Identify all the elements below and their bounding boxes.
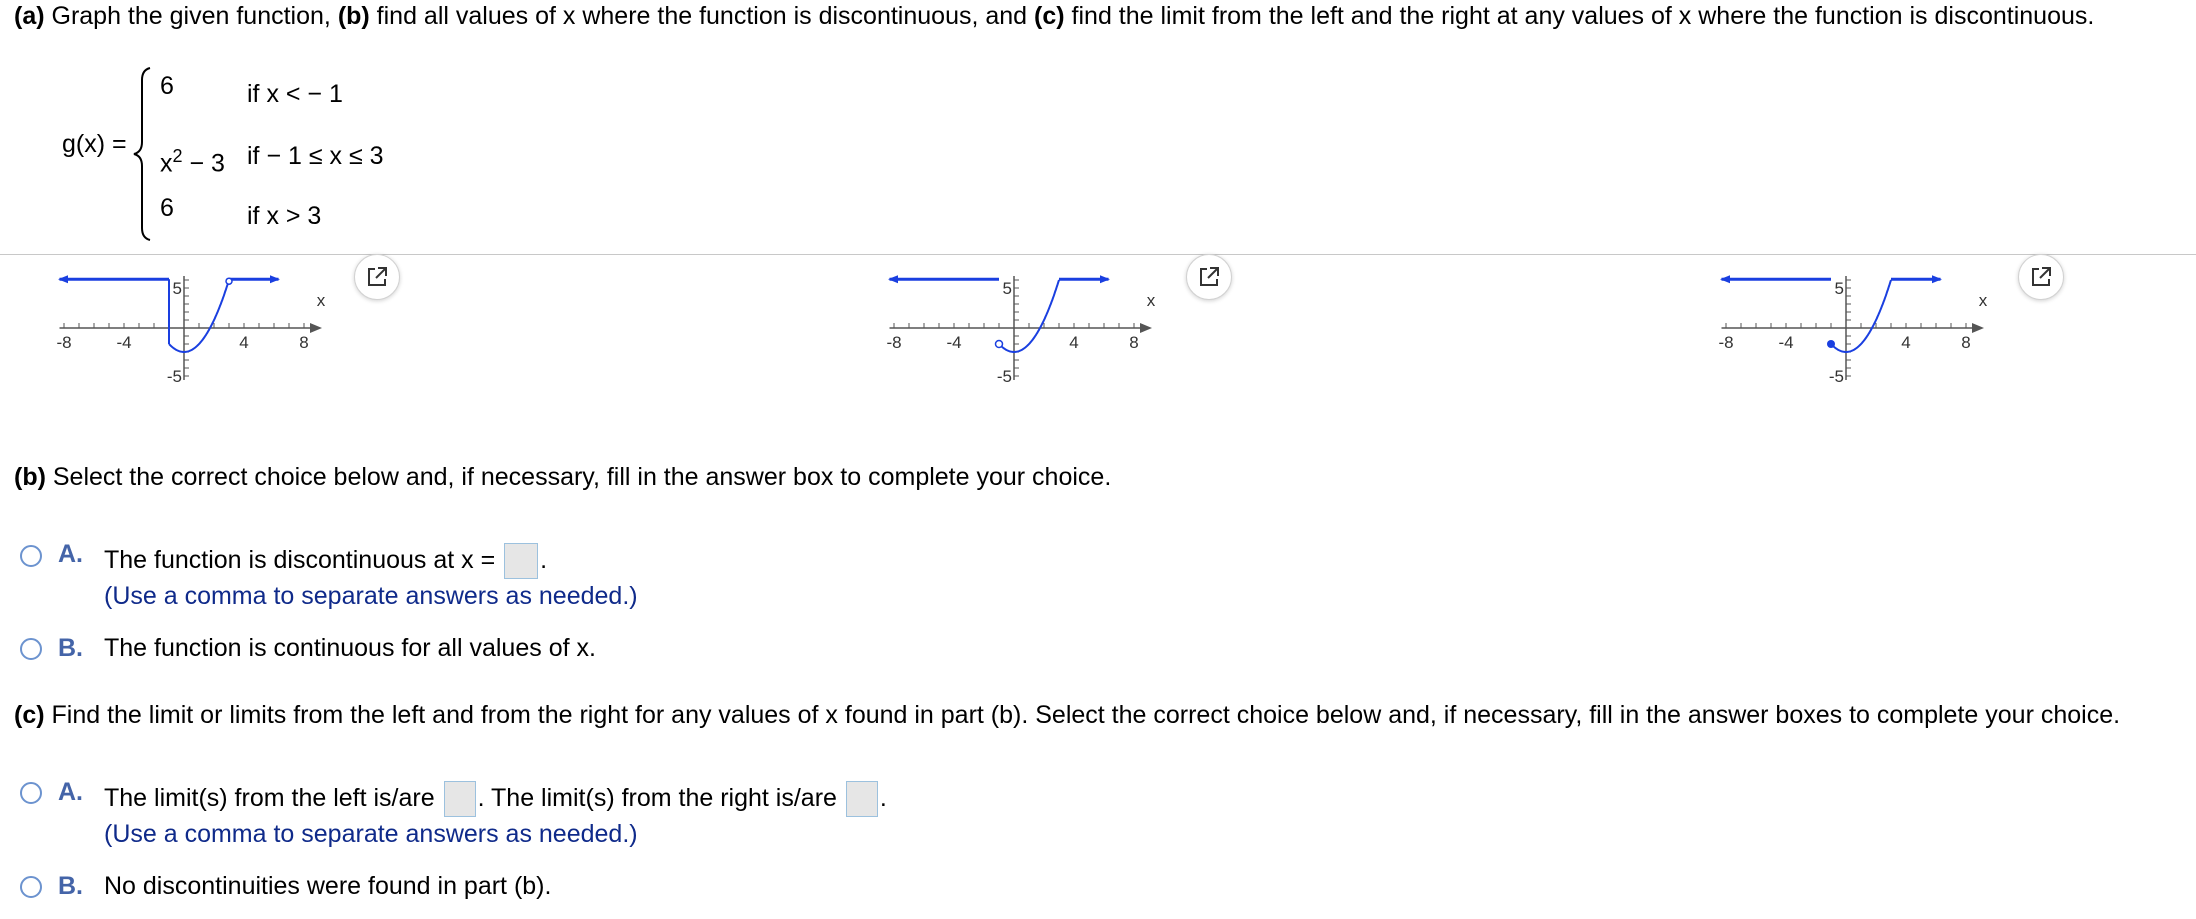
x-axis-label: x	[1146, 291, 1156, 310]
x-tick-label-4: 4	[239, 333, 249, 352]
left-arrow	[888, 275, 898, 283]
part-c-choice-a-letter: A.	[58, 778, 83, 806]
left-brace	[130, 66, 154, 242]
x-tick-label--4: -4	[116, 333, 132, 352]
part-a-label: (a)	[14, 2, 45, 30]
x-tick-label--8: -8	[1718, 333, 1734, 352]
right-arrow	[270, 275, 280, 283]
x-axis-arrow	[1140, 323, 1152, 333]
part-c-choice-b-text: No discontinuities were found in part (b).	[104, 872, 552, 900]
x-tick-label-8: 8	[1961, 333, 1971, 352]
part-c-choice-a-text: The limit(s) from the left is/are . The limit(s) from the right is/are .	[104, 780, 887, 817]
x-tick-label-4: 4	[1901, 333, 1911, 352]
part-c-label: (c)	[1034, 2, 1065, 30]
case-2-value: $x^2 - 3$	[160, 146, 225, 178]
expand-graph-2-button[interactable]	[1186, 254, 1232, 300]
problem-statement	[14, 0, 2094, 32]
part-b-label: (b)	[337, 2, 370, 30]
part-c-choice-b-radio[interactable]	[20, 876, 42, 898]
left-arrow	[1720, 275, 1730, 283]
part-b-choice-b-text: The function is continuous for all values of x.	[104, 634, 596, 662]
part-b-answer-input[interactable]	[504, 543, 538, 579]
y-tick-label-5: 5	[1834, 279, 1844, 298]
part-b-choice-b-radio[interactable]	[20, 638, 42, 660]
part-c-right-limit-input[interactable]	[846, 781, 878, 817]
x-tick-label-8: 8	[299, 333, 309, 352]
case-1-value: 6	[160, 72, 174, 100]
x-tick-label--4: -4	[946, 333, 962, 352]
part-a-text: Graph the given function,	[44, 2, 338, 30]
part-c-left-limit-input[interactable]	[444, 781, 476, 817]
x-axis-label: x	[1978, 291, 1988, 310]
open-endpoint	[996, 341, 1003, 348]
x-tick-label--8: -8	[886, 333, 902, 352]
case-2-condition: if − 1 ≤ x ≤ 3	[247, 142, 384, 170]
y-tick-label-neg5: -5	[996, 367, 1012, 386]
part-c-choice-a-radio[interactable]	[20, 782, 42, 804]
right-arrow	[1932, 275, 1942, 283]
open-endpoint	[226, 278, 232, 284]
part-b-choice-a-hint: (Use a comma to separate answers as needed.)	[104, 582, 638, 610]
part-c-instruction: (c) Find the limit or limits from the left and from the right for any values of x found in part (b). Select the correct choice below and, if necessary, fill in the answer boxes to complete your choice.	[14, 701, 2121, 729]
y-tick-label-5: 5	[1002, 279, 1012, 298]
case-1-condition: if x < − 1	[247, 80, 343, 108]
external-link-icon	[365, 265, 389, 289]
x-axis-arrow	[1972, 323, 1984, 333]
closed-endpoint	[1827, 340, 1835, 348]
part-b-choice-b-letter: B.	[58, 634, 83, 662]
x-axis-label: x	[316, 291, 326, 310]
external-link-icon	[2029, 265, 2053, 289]
x-tick-label-4: 4	[1069, 333, 1079, 352]
y-tick-label-neg5: -5	[1828, 367, 1844, 386]
function-label: g(x) =	[62, 130, 127, 158]
y-tick-label-5: 5	[172, 279, 182, 298]
part-b-choice-a-radio[interactable]	[20, 545, 42, 567]
expand-graph-1-button[interactable]	[354, 254, 400, 300]
part-c-choice-b-letter: B.	[58, 872, 83, 900]
x-axis-arrow	[310, 323, 322, 333]
part-c-choice-a-hint: (Use a comma to separate answers as needed.)	[104, 820, 638, 848]
part-b-instruction: (b) Select the correct choice below and, if necessary, fill in the answer box to complete your choice.	[14, 463, 1112, 491]
part-b-text: find all values of x where the function is discontinuous, and	[369, 2, 1035, 30]
part-b-choice-a-letter: A.	[58, 540, 83, 568]
external-link-icon	[1197, 265, 1221, 289]
case-3-condition: if x > 3	[247, 202, 322, 230]
expand-graph-3-button[interactable]	[2018, 254, 2064, 300]
x-tick-label--8: -8	[56, 333, 72, 352]
x-tick-label-8: 8	[1129, 333, 1139, 352]
right-arrow	[1100, 275, 1110, 283]
part-b-choice-a-text: The function is discontinuous at x = .	[104, 542, 547, 579]
y-tick-label-neg5: -5	[166, 367, 182, 386]
case-3-value: 6	[160, 194, 174, 222]
part-c-heading: (c)	[14, 701, 45, 729]
left-arrow	[58, 275, 68, 283]
part-b-heading: (b)	[14, 463, 46, 491]
part-c-text: find the limit from the left and the right at any values of x where the function is discontinuous.	[1064, 2, 2095, 30]
x-tick-label--4: -4	[1778, 333, 1794, 352]
